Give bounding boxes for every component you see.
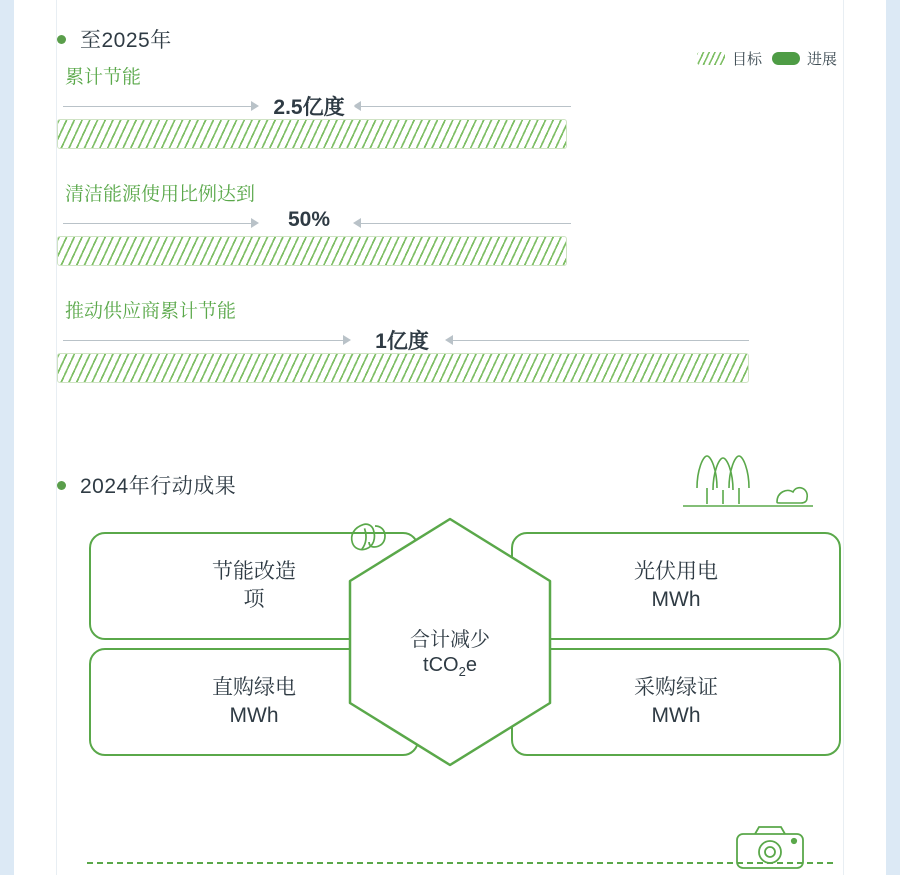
result-card-value: MWh xyxy=(651,704,701,727)
legend-target-label: 目标 xyxy=(731,51,762,68)
arrow-line-left xyxy=(63,106,251,107)
bullet-dot-icon xyxy=(57,35,66,44)
goal-meter xyxy=(57,93,843,151)
goal-target-bar xyxy=(57,353,749,383)
page-edge-right xyxy=(886,0,900,875)
arrow-line-left xyxy=(63,340,343,341)
result-card-label: 光伏用电 xyxy=(634,559,718,583)
content-area xyxy=(57,0,843,875)
center-hexagon xyxy=(345,516,555,768)
arrow-head-right-pointing xyxy=(251,218,259,228)
footer-divider xyxy=(87,862,833,864)
goal-value: 50% xyxy=(278,208,340,232)
goal-value: 1亿度 xyxy=(365,325,439,355)
goal-label: 累计节能 xyxy=(65,67,142,88)
result-card-label: 节能改造 xyxy=(212,559,296,583)
goal-meter xyxy=(57,327,843,385)
goal-target-bar xyxy=(57,236,567,266)
goal-label: 清洁能源使用比例达到 xyxy=(65,184,256,205)
goal-value-arrows xyxy=(57,93,843,119)
arrow-line-right xyxy=(361,106,571,107)
arrow-line-right xyxy=(361,223,571,224)
goals-section-title: 至2025年 xyxy=(80,29,172,52)
result-card-value: MWh xyxy=(651,588,701,611)
bullet-dot-icon xyxy=(57,481,66,490)
arrow-head-left-pointing xyxy=(445,335,453,345)
arrow-head-left-pointing xyxy=(353,218,361,228)
result-card-pv-electricity xyxy=(511,532,841,640)
goal-row xyxy=(57,296,843,385)
goal-meter xyxy=(57,210,843,268)
goal-row xyxy=(57,62,843,151)
result-card-value: MWh xyxy=(229,704,279,727)
camera-icon xyxy=(729,822,813,881)
arrow-head-right-pointing xyxy=(343,335,351,345)
goal-label: 推动供应商累计节能 xyxy=(65,301,237,322)
results-cards-layout xyxy=(57,522,843,782)
result-card-label: 直购绿电 xyxy=(212,675,296,699)
goal-target-bar xyxy=(57,119,567,149)
page-margin-left xyxy=(14,0,57,875)
result-card-green-certificates xyxy=(511,648,841,756)
goals-section-header xyxy=(57,24,172,54)
result-card-label: 采购绿证 xyxy=(634,675,718,699)
goal-value: 2.5亿度 xyxy=(263,91,354,121)
arrow-head-right-pointing xyxy=(251,101,259,111)
goal-value-arrows xyxy=(57,327,843,353)
page-margin-right xyxy=(843,0,886,875)
center-hexagon-label: 合计减少 xyxy=(410,629,490,651)
center-hexagon-value: tCO$_2$e xyxy=(423,654,477,679)
arrow-line-right xyxy=(453,340,749,341)
page-edge-left xyxy=(0,0,14,875)
goal-bars-group xyxy=(57,62,843,405)
tree-cloud-illustration xyxy=(683,448,813,519)
results-section-header xyxy=(57,470,236,500)
results-section-title: 2024年行动成果 xyxy=(80,475,237,498)
arrow-line-left xyxy=(63,223,251,224)
legend-progress-label: 进展 xyxy=(806,51,837,68)
goal-row xyxy=(57,179,843,268)
result-card-value: 项 xyxy=(243,588,265,611)
goal-value-arrows xyxy=(57,210,843,236)
center-hexagon-content xyxy=(345,516,555,768)
